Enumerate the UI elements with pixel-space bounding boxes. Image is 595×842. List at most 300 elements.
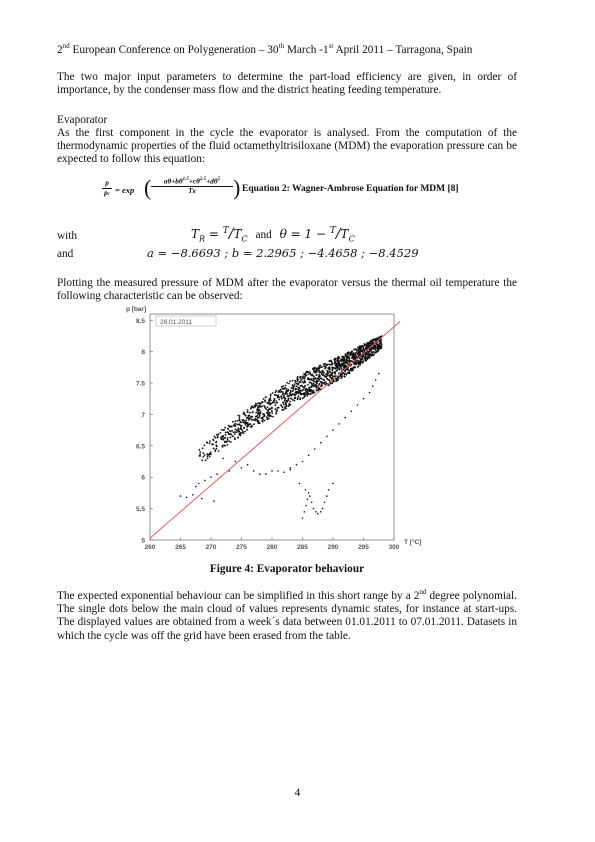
scatter-point — [357, 346, 359, 348]
scatter-point — [297, 377, 299, 379]
scatter-point — [313, 376, 315, 378]
scatter-point — [259, 409, 261, 411]
scatter-point — [195, 486, 197, 488]
x-tick-label: 270 — [205, 544, 217, 551]
scatter-point — [256, 418, 258, 420]
scatter-point — [246, 422, 248, 424]
plot-paragraph: Plotting the measured pressure of MDM after the evaporator versus the thermal oil temperature the following characteristic can be observed: — [57, 277, 517, 303]
scatter-point — [315, 511, 317, 513]
scatter-point — [221, 439, 223, 441]
scatter-point — [314, 381, 316, 383]
scatter-point — [207, 457, 209, 459]
scatter-point — [365, 354, 367, 356]
x-tick-label: 285 — [297, 544, 308, 551]
scatter-point — [275, 390, 277, 392]
scatter-point — [237, 424, 239, 426]
x-tick-label: 300 — [388, 544, 400, 551]
page-number: 4 — [294, 787, 301, 799]
scatter-point — [256, 408, 258, 410]
scatter-point — [251, 425, 253, 427]
scatter-point — [310, 390, 312, 392]
scatter-point — [235, 423, 237, 425]
scatter-point — [290, 467, 292, 469]
scatter-point — [370, 354, 372, 356]
scatter-point — [334, 371, 336, 373]
scatter-point — [292, 388, 294, 390]
scatter-point — [239, 424, 241, 426]
scatter-point — [296, 391, 298, 393]
x-axis-label: T [°C] — [404, 539, 422, 546]
scatter-point — [217, 437, 219, 439]
scatter-point — [307, 377, 309, 379]
x-tick-label: 275 — [236, 544, 247, 551]
scatter-point — [327, 372, 329, 374]
scatter-point — [214, 449, 216, 451]
scatter-point — [251, 416, 253, 418]
header-text: April 2011 – Tarragona, Spain — [333, 44, 473, 56]
scatter-point — [354, 366, 356, 368]
scatter-point — [283, 395, 285, 397]
scatter-point — [230, 441, 232, 443]
scatter-point — [313, 384, 315, 386]
scatter-point — [311, 385, 313, 387]
scatter-point — [289, 393, 291, 395]
scatter-point — [375, 379, 377, 381]
scatter-point — [199, 455, 201, 457]
scatter-point — [280, 395, 282, 397]
scatter-point — [365, 344, 367, 346]
scatter-point — [210, 453, 212, 455]
scatter-point — [278, 391, 280, 393]
scatter-point — [313, 392, 315, 394]
scatter-point — [315, 387, 317, 389]
scatter-point — [266, 409, 268, 411]
scatter-point — [248, 419, 250, 421]
scatter-point — [285, 408, 287, 410]
scatter-point — [334, 362, 336, 364]
scatter-point — [278, 399, 280, 401]
scatter-point — [357, 366, 359, 368]
x-tick-label: 265 — [175, 544, 186, 551]
scatter-point — [229, 437, 231, 439]
scatter-point — [336, 363, 338, 365]
scatter-point — [216, 448, 218, 450]
scatter-point — [294, 383, 296, 385]
scatter-point — [235, 461, 237, 463]
scatter-point — [282, 391, 284, 393]
scatter-point — [267, 406, 269, 408]
scatter-point — [322, 508, 324, 510]
scatter-point — [277, 470, 279, 472]
scatter-point — [305, 391, 307, 393]
scatter-point — [227, 444, 229, 446]
scatter-point — [304, 387, 306, 389]
header-sup: st — [328, 42, 334, 51]
equation-label: Equation 2: Wagner-Ambrose Equation for MDM [8] — [242, 184, 459, 194]
scatter-point — [269, 408, 271, 410]
lhs-denominator: pc — [102, 188, 112, 197]
scatter-point — [305, 505, 307, 507]
scatter-point — [305, 489, 307, 491]
scatter-point — [192, 494, 194, 496]
scatter-point — [336, 367, 338, 369]
scatter-point — [365, 346, 367, 348]
scatter-point — [292, 380, 294, 382]
scatter-point — [288, 395, 290, 397]
scatter-point — [338, 362, 340, 364]
scatter-point — [344, 357, 346, 359]
scatter-point — [234, 439, 236, 441]
scatter-point — [241, 467, 243, 469]
scatter-point — [369, 350, 371, 352]
scatter-point — [283, 404, 285, 406]
scatter-point — [297, 389, 299, 391]
scatter-point — [253, 423, 255, 425]
evaporator-paragraph: As the first component in the cycle the evaporator is analysed. From the computation of the thermodynamic properties of the fluid octamethyltrisiloxane (MDM) the evaporation pressure can be expected to follow this equation: — [57, 127, 517, 166]
scatter-point — [347, 361, 349, 363]
scatter-point — [247, 464, 249, 466]
closing-paragraph — [57, 590, 517, 643]
y-axis-label: p [bar] — [126, 306, 147, 313]
scatter-point — [255, 403, 257, 405]
scatter-point — [299, 483, 301, 485]
scatter-point — [308, 455, 310, 457]
scatter-point — [344, 417, 346, 419]
scatter-point — [243, 427, 245, 429]
scatter-point — [350, 352, 352, 354]
scatter-point — [363, 347, 365, 349]
scatter-point — [348, 353, 350, 355]
scatter-point — [299, 390, 301, 392]
y-tick-label: 7 — [141, 411, 145, 419]
scatter-point — [343, 360, 345, 362]
scatter-point — [374, 339, 376, 341]
scatter-point — [298, 382, 300, 384]
scatter-point — [203, 456, 205, 458]
scatter-point — [286, 382, 288, 384]
scatter-point — [361, 361, 363, 363]
scatter-point — [355, 363, 357, 365]
scatter-point — [208, 454, 210, 456]
scatter-point — [251, 419, 253, 421]
scatter-point — [334, 358, 336, 360]
scatter-point — [275, 404, 277, 406]
scatter-point — [253, 470, 255, 472]
equation-exp: = exp — [115, 185, 135, 195]
scatter-point — [332, 369, 334, 371]
scatter-point — [288, 397, 290, 399]
closing-text: The expected exponential behaviour can be simplified in this short range by a 2 — [57, 590, 420, 602]
scatter-point — [272, 392, 274, 394]
x-tick-label: 280 — [266, 544, 278, 551]
scatter-point — [259, 403, 261, 405]
scatter-point — [239, 433, 241, 435]
scatter-point — [259, 422, 261, 424]
scatter-point — [303, 378, 305, 380]
scatter-point — [337, 378, 339, 380]
scatter-point — [318, 384, 320, 386]
legend-text: 28.01.2011 — [160, 319, 193, 326]
scatter-point — [317, 377, 319, 379]
scatter-point — [231, 430, 233, 432]
scatter-point — [303, 380, 305, 382]
scatter-point — [237, 420, 239, 422]
scatter-point — [300, 392, 302, 394]
scatter-point — [234, 428, 236, 430]
y-tick-label: 6 — [141, 474, 145, 482]
scatter-point — [304, 385, 306, 387]
scatter-point — [268, 418, 270, 420]
scatter-point — [294, 398, 296, 400]
header-sup: nd — [62, 42, 70, 51]
scatter-point — [230, 431, 232, 433]
scatter-point — [353, 349, 355, 351]
paren-right: ) — [233, 175, 241, 200]
scatter-point — [326, 378, 328, 380]
scatter-point — [266, 402, 268, 404]
scatter-point — [309, 382, 311, 384]
scatter-point — [323, 382, 325, 384]
scatter-point — [250, 408, 252, 410]
scatter-point — [347, 372, 349, 374]
scatter-point — [268, 414, 270, 416]
scatter-point — [350, 368, 352, 370]
scatter-point — [285, 404, 287, 406]
x-tick-label: 290 — [327, 544, 339, 551]
scatter-point — [246, 425, 248, 427]
scatter-point — [233, 431, 235, 433]
scatter-point — [314, 448, 316, 450]
scatter-point — [237, 437, 239, 439]
scatter-point — [307, 374, 309, 376]
scatter-point — [341, 360, 343, 362]
scatter-point — [282, 385, 284, 387]
scatter-point — [343, 362, 345, 364]
scatter-point — [233, 425, 235, 427]
scatter-point — [284, 406, 286, 408]
header-text: 2 — [57, 44, 63, 56]
scatter-point — [313, 378, 315, 380]
scatter-point — [372, 351, 374, 353]
scatter-point — [237, 428, 239, 430]
scatter-point — [213, 500, 215, 502]
scatter-point — [204, 445, 206, 447]
scatter-point — [311, 392, 313, 394]
scatter-point — [347, 369, 349, 371]
scatter-point — [303, 373, 305, 375]
scatter-point — [304, 395, 306, 397]
y-tick-label: 6.5 — [135, 443, 145, 451]
scatter-point — [350, 354, 352, 356]
scatter-point — [275, 413, 277, 415]
scatter-point — [257, 411, 259, 413]
scatter-point — [202, 447, 204, 449]
scatter-point — [324, 375, 326, 377]
scatter-point — [224, 427, 226, 429]
scatter-point — [239, 417, 241, 419]
scatter-point — [291, 393, 293, 395]
scatter-point — [378, 373, 380, 375]
scatter-point — [296, 464, 298, 466]
scatter-point — [316, 371, 318, 373]
scatter-point — [271, 410, 273, 412]
scatter-point — [295, 388, 297, 390]
y-tick-label: 5 — [141, 537, 145, 545]
scatter-point — [302, 385, 304, 387]
scatter-point — [215, 442, 217, 444]
scatter-point — [234, 433, 236, 435]
scatter-point — [213, 436, 215, 438]
scatter-point — [365, 359, 367, 361]
scatter-point — [270, 393, 272, 395]
scatter-point — [276, 400, 278, 402]
scatter-point — [205, 459, 207, 461]
scatter-point — [316, 374, 318, 376]
scatter-point — [371, 339, 373, 341]
scatter-point — [280, 389, 282, 391]
scatter-point — [256, 421, 258, 423]
scatter-point — [328, 364, 330, 366]
scatter-point — [338, 369, 340, 371]
scatter-point — [251, 405, 253, 407]
scatter-point — [310, 378, 312, 380]
scatter-point — [380, 347, 382, 349]
scatter-point — [355, 348, 357, 350]
scatter-point — [326, 436, 328, 438]
scatter-point — [343, 365, 345, 367]
scatter-point — [255, 416, 257, 418]
scatter-point — [271, 412, 273, 414]
scatter-point — [242, 419, 244, 421]
scatter-point — [235, 425, 237, 427]
y-tick-label: 8 — [141, 349, 145, 357]
header-text: March -1 — [284, 44, 329, 56]
scatter-point — [296, 383, 298, 385]
scatter-point — [302, 461, 304, 463]
scatter-point — [292, 399, 294, 401]
scatter-point — [276, 395, 278, 397]
scatter-point — [252, 412, 254, 414]
scatter-point — [270, 415, 272, 417]
scatter-point — [277, 407, 279, 409]
scatter-point — [307, 498, 309, 500]
scatter-point — [269, 404, 271, 406]
scatter-point — [323, 379, 325, 381]
with-label: with — [57, 230, 78, 242]
scatter-point — [266, 412, 268, 414]
scatter-point — [207, 455, 209, 457]
coefficients: a = −8.6693 ; b = 2.2965 ; −4.4658 ; −8.4529 — [147, 246, 419, 260]
scatter-point — [283, 401, 285, 403]
scatter-point — [249, 415, 251, 417]
scatter-point — [228, 425, 230, 427]
exponent-fraction — [151, 177, 233, 195]
scatter-point — [317, 513, 319, 515]
scatter-point — [309, 371, 311, 373]
scatter-point — [329, 367, 331, 369]
scatter-point — [348, 355, 350, 357]
scatter-point — [313, 508, 315, 510]
scatter-point — [338, 423, 340, 425]
scatter-point — [247, 416, 249, 418]
scatter-point — [369, 392, 371, 394]
scatter-point — [321, 371, 323, 373]
scatter-point — [306, 371, 308, 373]
scatter-point — [238, 419, 240, 421]
x-tick-label: 260 — [144, 544, 156, 551]
scatter-point — [304, 376, 306, 378]
scatter-point — [316, 389, 318, 391]
scatter-point — [367, 344, 369, 346]
scatter-point — [240, 426, 242, 428]
scatter-point — [284, 400, 286, 402]
scatter-point — [223, 429, 225, 431]
scatter-point — [297, 379, 299, 381]
y-tick-label: 5.5 — [135, 506, 145, 514]
scatter-point — [280, 404, 282, 406]
scatter-point — [275, 408, 277, 410]
scatter-point — [270, 395, 272, 397]
scatter-point — [232, 421, 234, 423]
scatter-point — [211, 443, 213, 445]
scatter-point — [294, 400, 296, 402]
scatter-point — [257, 413, 259, 415]
scatter-point — [289, 380, 291, 382]
scatter-point — [258, 416, 260, 418]
scatter-point — [264, 415, 266, 417]
scatter-point — [323, 374, 325, 376]
scatter-point — [298, 395, 300, 397]
scatter-point — [372, 355, 374, 357]
scatter-point — [222, 458, 224, 460]
scatter-point — [367, 342, 369, 344]
scatter-point — [274, 402, 276, 404]
scatter-point — [202, 452, 204, 454]
scatter-point — [326, 375, 328, 377]
scatter-point — [309, 495, 311, 497]
scatter-point — [339, 375, 341, 377]
scatter-point — [216, 473, 218, 475]
scatter-point — [220, 432, 222, 434]
scatter-point — [285, 402, 287, 404]
scatter-point — [287, 391, 289, 393]
scatter-point — [264, 420, 266, 422]
scatter-point — [331, 372, 333, 374]
scatter-point — [344, 373, 346, 375]
scatter-point — [237, 415, 239, 417]
scatter-point — [335, 380, 337, 382]
evaporator-scatter-chart — [124, 300, 440, 560]
scatter-point — [374, 347, 376, 349]
scatter-point — [198, 449, 200, 451]
scatter-point — [320, 511, 322, 513]
scatter-point — [286, 388, 288, 390]
scatter-point — [295, 381, 297, 383]
scatter-point — [344, 364, 346, 366]
scatter-point — [338, 365, 340, 367]
scatter-point — [220, 437, 222, 439]
scatter-point — [226, 441, 228, 443]
scatter-point — [361, 346, 363, 348]
scatter-point — [300, 379, 302, 381]
equation-block — [102, 175, 532, 215]
scatter-point — [282, 388, 284, 390]
scatter-point — [285, 400, 287, 402]
scatter-point — [313, 382, 315, 384]
scatter-point — [332, 429, 334, 431]
scatter-point — [301, 381, 303, 383]
scatter-point — [198, 483, 200, 485]
